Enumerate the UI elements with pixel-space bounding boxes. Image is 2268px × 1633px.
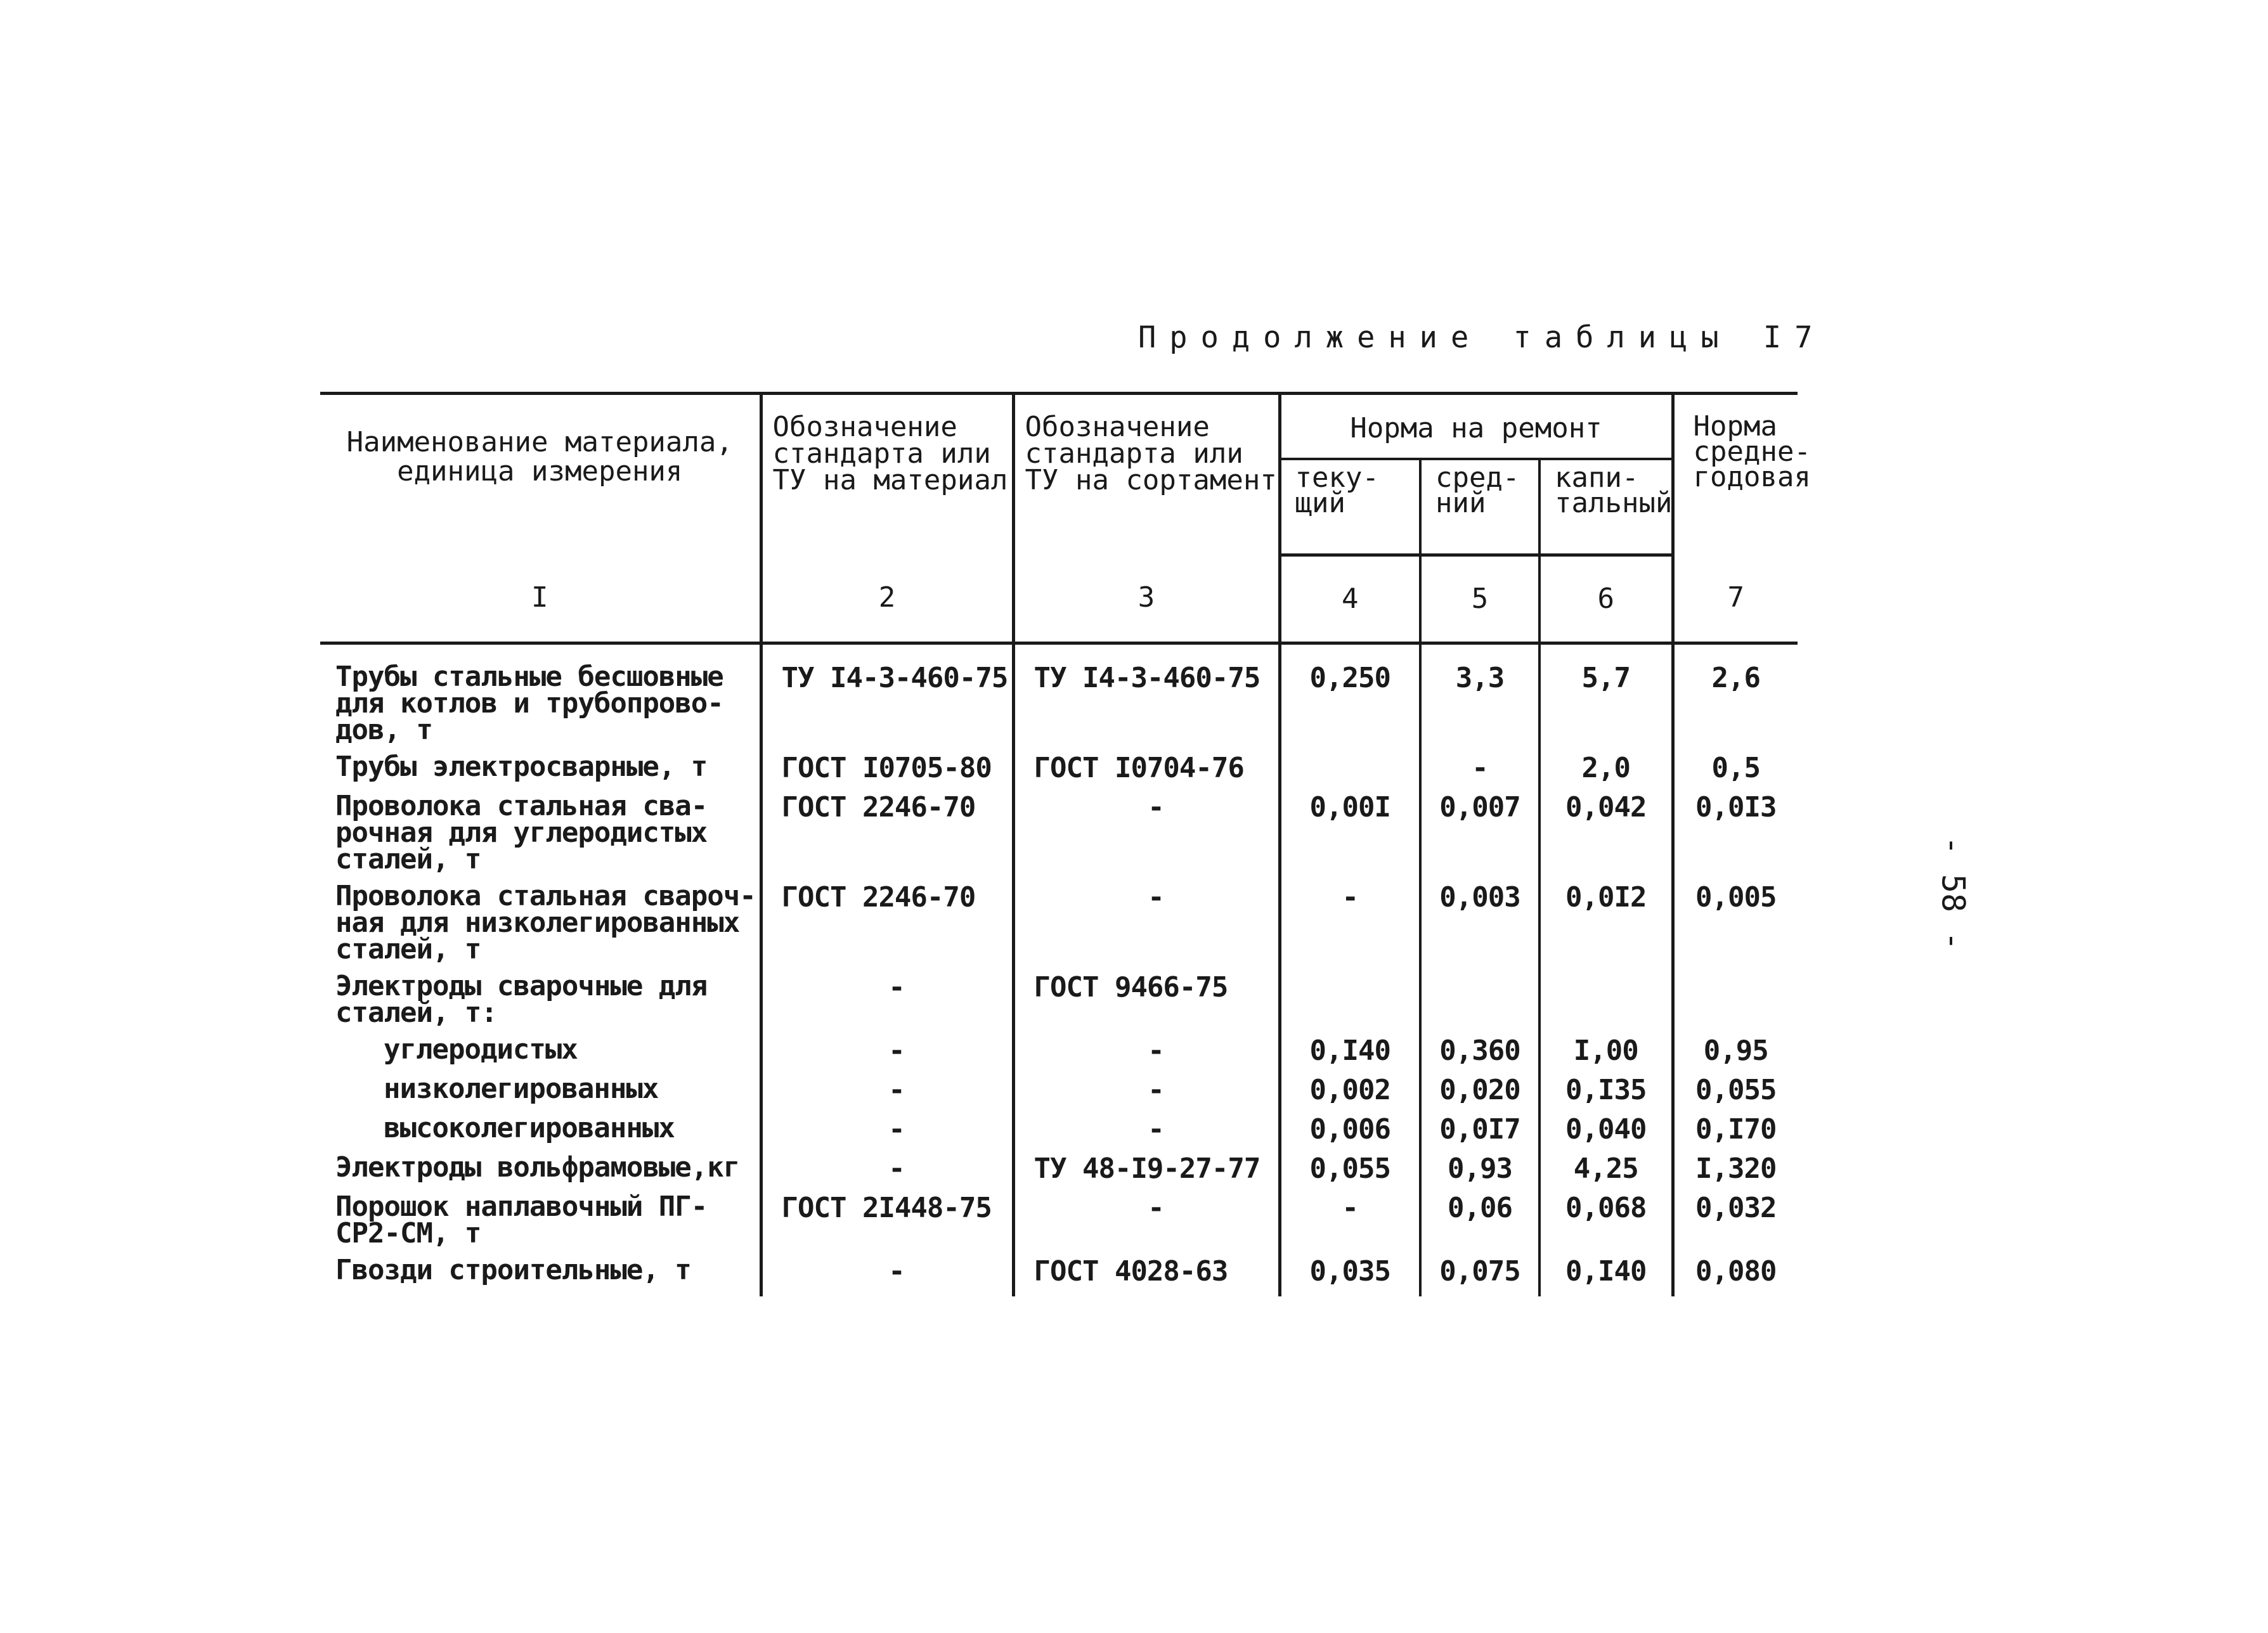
norm-medium: 0,020 <box>1420 1076 1539 1115</box>
standard-material: - <box>761 973 1013 1036</box>
table-row <box>320 1154 1798 1194</box>
column-number: 3 <box>1013 555 1280 643</box>
norm-capital <box>1539 973 1673 1036</box>
standard-assortment: - <box>1013 883 1280 973</box>
page-title: Продолжение таблицы I7 <box>1138 320 1826 355</box>
norm-current: - <box>1280 1194 1420 1257</box>
header-standard-assortment: Обозначение стандарта или ТУ на сортамент <box>1013 394 1280 555</box>
norm-average: 0,080 <box>1695 1255 1777 1288</box>
standard-assortment: - <box>1013 793 1280 883</box>
norm-current <box>1280 973 1420 1036</box>
standard-assortment: ГОСТ 9466-75 <box>1013 973 1280 1036</box>
norm-capital: 0,I35 <box>1539 1076 1673 1115</box>
header-current: теку-щий <box>1280 459 1420 555</box>
column-number: 4 <box>1280 555 1420 643</box>
norm-capital: 0,0I2 <box>1539 883 1673 973</box>
norm-average: 2,6 <box>1711 661 1761 694</box>
materials-table <box>320 392 1811 1296</box>
material-name: Трубы электросварные, т <box>320 754 761 793</box>
norm-average: I,320 <box>1695 1152 1777 1185</box>
table-row <box>320 754 1798 793</box>
column-number: I <box>320 555 761 643</box>
table-row <box>320 1036 1798 1076</box>
norm-average: 0,95 <box>1703 1034 1768 1067</box>
standard-material: ГОСТ 2246-70 <box>761 883 1013 973</box>
standard-material: - <box>761 1076 1013 1115</box>
standard-material: - <box>761 1257 1013 1296</box>
norm-current <box>1280 754 1420 793</box>
materials-table-container <box>320 392 1811 1296</box>
column-number: 2 <box>761 555 1013 643</box>
table-row <box>320 1076 1798 1115</box>
material-name: Порошок наплавочный ПГ-СР2-СМ, т <box>320 1194 761 1257</box>
norm-medium: - <box>1420 754 1539 793</box>
column-numbers-row <box>320 555 1798 643</box>
table-row <box>320 793 1798 883</box>
norm-capital: 0,I40 <box>1539 1257 1673 1296</box>
standard-material: - <box>761 1036 1013 1076</box>
column-number: 5 <box>1420 555 1539 643</box>
norm-medium: 0,0I7 <box>1420 1115 1539 1154</box>
table-row <box>320 1194 1798 1257</box>
header-standard-material: Обозначение стандарта или ТУ на материал <box>761 394 1013 555</box>
material-name: Проволока стальная сва-рочная для углеродистых сталей, т <box>320 793 761 883</box>
standard-material: - <box>761 1154 1013 1194</box>
norm-average: 0,032 <box>1695 1191 1777 1224</box>
norm-medium: 0,075 <box>1420 1257 1539 1296</box>
norm-current: 0,00I <box>1280 793 1420 883</box>
norm-medium: 0,003 <box>1420 883 1539 973</box>
norm-current: - <box>1280 883 1420 973</box>
header-norm-average: Норма средне-годовая <box>1673 394 1798 555</box>
norm-medium <box>1420 973 1539 1036</box>
standard-material: ТУ I4-3-460-75 <box>761 643 1013 754</box>
standard-material: ГОСТ 2246-70 <box>761 793 1013 883</box>
norm-medium: 0,06 <box>1420 1194 1539 1257</box>
standard-material: ГОСТ 2I448-75 <box>761 1194 1013 1257</box>
material-name: Гвозди строительные, т <box>320 1257 761 1296</box>
column-number: 7 <box>1673 555 1798 643</box>
norm-medium: 0,93 <box>1420 1154 1539 1194</box>
header-medium: сред-ний <box>1420 459 1539 555</box>
material-name: Электроды сварочные для сталей, т: <box>320 973 761 1036</box>
norm-average: 0,005 <box>1695 881 1777 913</box>
norm-current: 0,250 <box>1280 643 1420 754</box>
table-row <box>320 643 1798 754</box>
standard-assortment: ТУ 48-I9-27-77 <box>1013 1154 1280 1194</box>
norm-average: 0,I70 <box>1695 1113 1777 1146</box>
standard-assortment: ГОСТ 4028-63 <box>1013 1257 1280 1296</box>
norm-capital: 0,068 <box>1539 1194 1673 1257</box>
standard-assortment: - <box>1013 1194 1280 1257</box>
norm-current: 0,035 <box>1280 1257 1420 1296</box>
norm-capital: I,00 <box>1539 1036 1673 1076</box>
table-row <box>320 973 1798 1036</box>
norm-current: 0,002 <box>1280 1076 1420 1115</box>
table-row <box>320 1257 1798 1296</box>
norm-capital: 4,25 <box>1539 1154 1673 1194</box>
norm-current: 0,006 <box>1280 1115 1420 1154</box>
standard-material: ГОСТ I0705-80 <box>761 754 1013 793</box>
standard-assortment: - <box>1013 1036 1280 1076</box>
norm-capital: 0,040 <box>1539 1115 1673 1154</box>
standard-assortment: ГОСТ I0704-76 <box>1013 754 1280 793</box>
material-name: Электроды вольфрамовые,кг <box>320 1154 761 1194</box>
norm-average: 0,055 <box>1695 1073 1777 1106</box>
standard-assortment: ТУ I4-3-460-75 <box>1013 643 1280 754</box>
standard-assortment: - <box>1013 1115 1280 1154</box>
table-row <box>320 1115 1798 1154</box>
norm-average <box>1673 973 1798 1036</box>
page-number: - 58 - <box>1934 836 1972 951</box>
norm-current: 0,055 <box>1280 1154 1420 1194</box>
header-capital: капи-тальный <box>1539 459 1673 555</box>
norm-medium: 0,007 <box>1420 793 1539 883</box>
norm-current: 0,I40 <box>1280 1036 1420 1076</box>
material-name: углеродистых <box>320 1036 761 1076</box>
standard-assortment: - <box>1013 1076 1280 1115</box>
norm-average: 0,5 <box>1711 751 1761 784</box>
material-name: Проволока стальная свароч-ная для низколегированных сталей, т <box>320 883 761 973</box>
column-number: 6 <box>1539 555 1673 643</box>
header-name: Наименование материала, единица измерения <box>320 394 761 555</box>
material-name: низколегированных <box>320 1076 761 1115</box>
table-row <box>320 883 1798 973</box>
header-norm-repair: Норма на ремонт <box>1280 394 1673 460</box>
norm-average: 0,0I3 <box>1695 791 1777 823</box>
standard-material: - <box>761 1115 1013 1154</box>
norm-medium: 3,3 <box>1420 643 1539 754</box>
norm-medium: 0,360 <box>1420 1036 1539 1076</box>
material-name: Трубы стальные бесшовные для котлов и трубопрово-дов, т <box>320 643 761 754</box>
norm-capital: 0,042 <box>1539 793 1673 883</box>
material-name: высоколегированных <box>320 1115 761 1154</box>
norm-capital: 2,0 <box>1539 754 1673 793</box>
norm-capital: 5,7 <box>1539 643 1673 754</box>
